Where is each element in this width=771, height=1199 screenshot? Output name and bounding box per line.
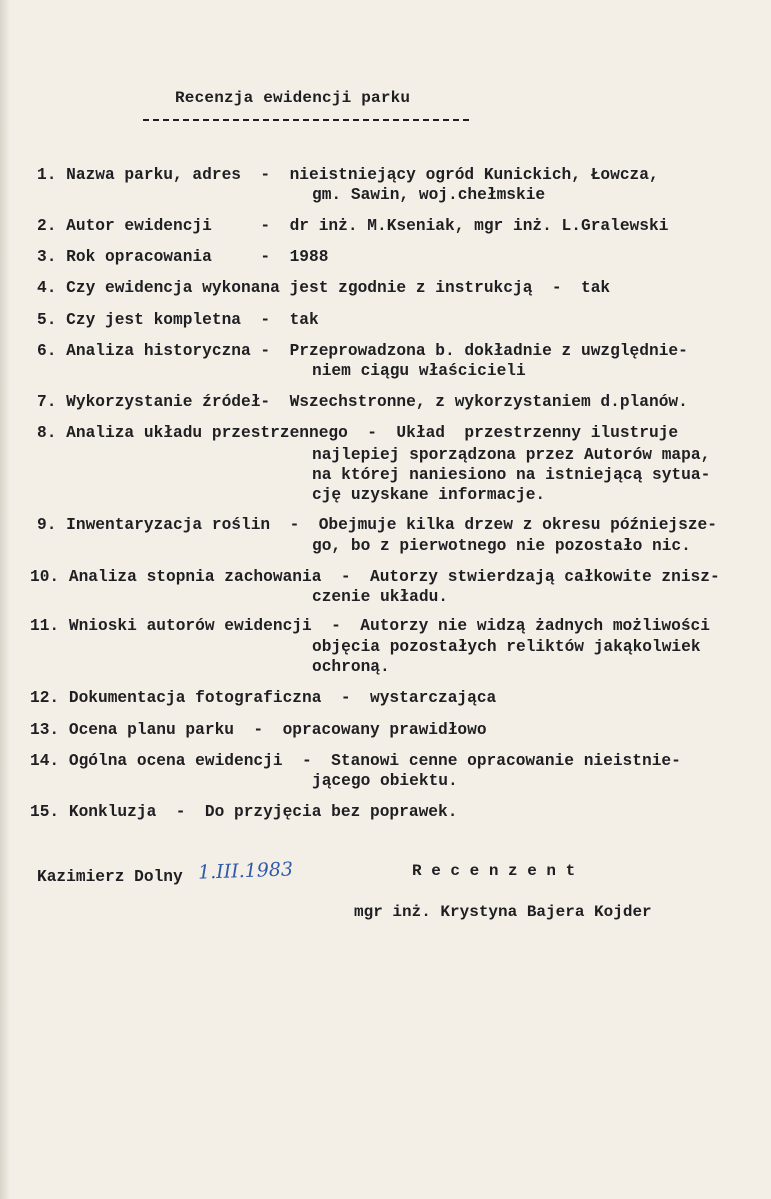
item-8-line-1: 8. Analiza układu przestrzennego - Układ przestrzenny ilustruje xyxy=(37,424,679,442)
item-7-line-1: 7. Wykorzystanie źródeł- Wszechstronne, z wykorzystaniem d.planów. xyxy=(37,393,688,411)
item-4-line-1: 4. Czy ewidencja wykonana jest zgodnie z instrukcją - tak xyxy=(37,279,611,297)
item-3-line-1: 3. Rok opracowania - 1988 xyxy=(37,248,329,266)
handwritten-date: 1.III.1983 xyxy=(197,858,294,884)
item-6-line-1: 6. Analiza historyczna - Przeprowadzona b. dokładnie z uwzględnie- xyxy=(37,342,688,360)
item-10-line-2: czenie układu. xyxy=(312,588,448,606)
item-2-line-1: 2. Autor ewidencji - dr inż. M.Kseniak, mgr inż. L.Gralewski xyxy=(37,217,669,235)
item-11-line-2: objęcia pozostałych reliktów jakąkolwiek xyxy=(312,638,701,656)
item-12-line-1: 12. Dokumentacja fotograficzna - wystarczająca xyxy=(30,689,497,707)
item-1-line-2: gm. Sawin, woj.chełmskie xyxy=(312,186,546,204)
place-name: Kazimierz Dolny xyxy=(37,868,183,886)
reviewer-name: mgr inż. Krystyna Bajera Kojder xyxy=(354,903,652,921)
item-13-line-1: 13. Ocena planu parku - opracowany prawidłowo xyxy=(30,721,487,739)
page-edge-shadow xyxy=(0,0,10,1199)
reviewer-label: R e c e n z e n t xyxy=(412,862,576,880)
item-9-line-1: 9. Inwentaryzacja roślin - Obejmuje kilka drzew z okresu późniejsze- xyxy=(37,516,717,534)
item-8-line-4: cję uzyskane informacje. xyxy=(312,486,546,504)
item-6-line-2: niem ciągu właścicieli xyxy=(312,362,526,380)
item-11-line-3: ochroną. xyxy=(312,658,390,676)
item-8-line-2: najlepiej sporządzona przez Autorów mapa, xyxy=(312,446,711,464)
item-11-line-1: 11. Wnioski autorów ewidencji - Autorzy nie widzą żadnych możliwości xyxy=(30,617,710,635)
item-8-line-3: na której naniesiono na istniejącą sytua- xyxy=(312,466,711,484)
item-9-line-2: go, bo z pierwotnego nie pozostało nic. xyxy=(312,537,691,555)
document-title: Recenzja ewidencji parku xyxy=(175,89,411,107)
item-15-line-1: 15. Konkluzja - Do przyjęcia bez poprawek. xyxy=(30,803,458,821)
item-1-line-1: 1. Nazwa parku, adres - nieistniejący ogród Kunickich, Łowcza, xyxy=(37,166,659,184)
item-10-line-1: 10. Analiza stopnia zachowania - Autorzy stwierdzają całkowite znisz- xyxy=(30,568,720,586)
item-14-line-1: 14. Ogólna ocena ewidencji - Stanowi cenne opracowanie nieistnie- xyxy=(30,752,681,770)
item-5-line-1: 5. Czy jest kompletna - tak xyxy=(37,311,319,329)
title-underline xyxy=(143,119,469,121)
item-14-line-2: jącego obiektu. xyxy=(312,772,458,790)
